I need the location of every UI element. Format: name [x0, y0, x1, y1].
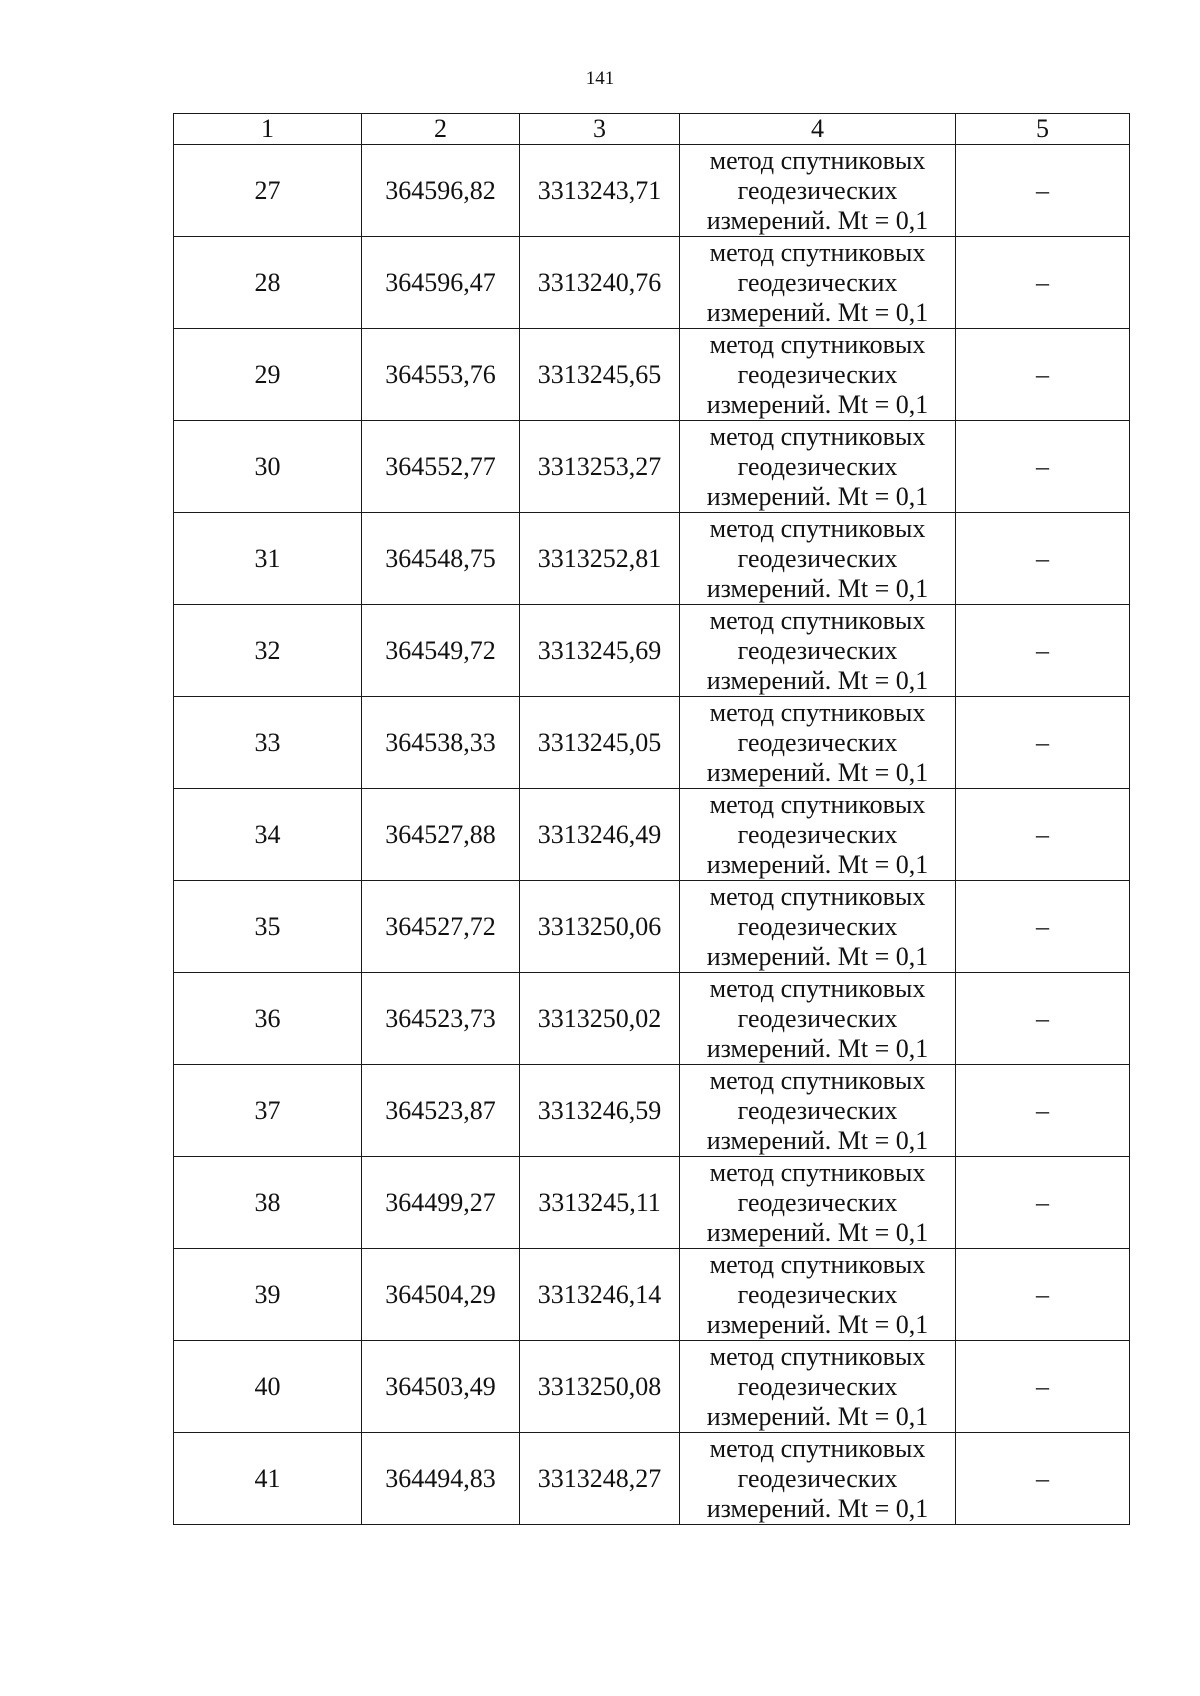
x-coordinate-cell: 364596,82 — [362, 145, 520, 237]
table-row — [174, 605, 1130, 697]
point-number-cell: 33 — [174, 697, 362, 789]
y-coordinate-cell: 3313252,81 — [520, 513, 680, 605]
x-coordinate-cell: 364549,72 — [362, 605, 520, 697]
note-cell: – — [956, 329, 1130, 421]
coordinates-table — [173, 113, 1130, 1525]
note-cell: – — [956, 605, 1130, 697]
point-number-cell: 37 — [174, 1065, 362, 1157]
table-row — [174, 1433, 1130, 1525]
note-cell: – — [956, 237, 1130, 329]
point-number-cell: 34 — [174, 789, 362, 881]
y-coordinate-cell: 3313245,69 — [520, 605, 680, 697]
page-number: 141 — [585, 68, 615, 89]
y-coordinate-cell: 3313243,71 — [520, 145, 680, 237]
table-row — [174, 513, 1130, 605]
header-col-4: 4 — [680, 114, 956, 145]
point-number-cell: 35 — [174, 881, 362, 973]
method-cell: метод спутниковых геодезических измерений. Mt = 0,1 — [680, 697, 956, 789]
x-coordinate-cell: 364552,77 — [362, 421, 520, 513]
y-coordinate-cell: 3313250,06 — [520, 881, 680, 973]
point-number-cell: 28 — [174, 237, 362, 329]
x-coordinate-cell: 364504,29 — [362, 1249, 520, 1341]
method-cell: метод спутниковых геодезических измерений. Mt = 0,1 — [680, 1341, 956, 1433]
x-coordinate-cell: 364503,49 — [362, 1341, 520, 1433]
method-cell: метод спутниковых геодезических измерений. Mt = 0,1 — [680, 237, 956, 329]
note-cell: – — [956, 973, 1130, 1065]
method-cell: метод спутниковых геодезических измерений. Mt = 0,1 — [680, 1249, 956, 1341]
note-cell: – — [956, 1065, 1130, 1157]
header-col-1: 1 — [174, 114, 362, 145]
method-cell: метод спутниковых геодезических измерений. Mt = 0,1 — [680, 1433, 956, 1525]
table-body — [174, 145, 1130, 1525]
method-cell: метод спутниковых геодезических измерений. Mt = 0,1 — [680, 513, 956, 605]
note-cell: – — [956, 1433, 1130, 1525]
note-cell: – — [956, 1341, 1130, 1433]
method-cell: метод спутниковых геодезических измерений. Mt = 0,1 — [680, 789, 956, 881]
y-coordinate-cell: 3313246,14 — [520, 1249, 680, 1341]
y-coordinate-cell: 3313245,05 — [520, 697, 680, 789]
x-coordinate-cell: 364527,88 — [362, 789, 520, 881]
point-number-cell: 31 — [174, 513, 362, 605]
note-cell: – — [956, 789, 1130, 881]
y-coordinate-cell: 3313246,49 — [520, 789, 680, 881]
x-coordinate-cell: 364553,76 — [362, 329, 520, 421]
point-number-cell: 38 — [174, 1157, 362, 1249]
x-coordinate-cell: 364538,33 — [362, 697, 520, 789]
point-number-cell: 30 — [174, 421, 362, 513]
point-number-cell: 27 — [174, 145, 362, 237]
header-col-2: 2 — [362, 114, 520, 145]
y-coordinate-cell: 3313250,08 — [520, 1341, 680, 1433]
y-coordinate-cell: 3313240,76 — [520, 237, 680, 329]
table-row — [174, 1341, 1130, 1433]
point-number-cell: 32 — [174, 605, 362, 697]
x-coordinate-cell: 364596,47 — [362, 237, 520, 329]
method-cell: метод спутниковых геодезических измерений. Mt = 0,1 — [680, 881, 956, 973]
table-row — [174, 1249, 1130, 1341]
note-cell: – — [956, 1249, 1130, 1341]
y-coordinate-cell: 3313248,27 — [520, 1433, 680, 1525]
y-coordinate-cell: 3313246,59 — [520, 1065, 680, 1157]
method-cell: метод спутниковых геодезических измерений. Mt = 0,1 — [680, 605, 956, 697]
table-row — [174, 697, 1130, 789]
note-cell: – — [956, 513, 1130, 605]
method-cell: метод спутниковых геодезических измерений. Mt = 0,1 — [680, 973, 956, 1065]
table-header-row — [174, 114, 1130, 145]
note-cell: – — [956, 697, 1130, 789]
header-col-3: 3 — [520, 114, 680, 145]
y-coordinate-cell: 3313250,02 — [520, 973, 680, 1065]
table-row — [174, 329, 1130, 421]
x-coordinate-cell: 364548,75 — [362, 513, 520, 605]
point-number-cell: 36 — [174, 973, 362, 1065]
note-cell: – — [956, 881, 1130, 973]
table-row — [174, 237, 1130, 329]
y-coordinate-cell: 3313245,65 — [520, 329, 680, 421]
note-cell: – — [956, 145, 1130, 237]
point-number-cell: 41 — [174, 1433, 362, 1525]
x-coordinate-cell: 364494,83 — [362, 1433, 520, 1525]
table-row — [174, 789, 1130, 881]
method-cell: метод спутниковых геодезических измерений. Mt = 0,1 — [680, 1065, 956, 1157]
x-coordinate-cell: 364523,87 — [362, 1065, 520, 1157]
y-coordinate-cell: 3313245,11 — [520, 1157, 680, 1249]
table-row — [174, 421, 1130, 513]
x-coordinate-cell: 364523,73 — [362, 973, 520, 1065]
x-coordinate-cell: 364499,27 — [362, 1157, 520, 1249]
point-number-cell: 29 — [174, 329, 362, 421]
method-cell: метод спутниковых геодезических измерений. Mt = 0,1 — [680, 329, 956, 421]
table-row — [174, 1157, 1130, 1249]
table-row — [174, 881, 1130, 973]
point-number-cell: 40 — [174, 1341, 362, 1433]
table-row — [174, 973, 1130, 1065]
table-row — [174, 1065, 1130, 1157]
method-cell: метод спутниковых геодезических измерений. Mt = 0,1 — [680, 1157, 956, 1249]
method-cell: метод спутниковых геодезических измерений. Mt = 0,1 — [680, 421, 956, 513]
y-coordinate-cell: 3313253,27 — [520, 421, 680, 513]
method-cell: метод спутниковых геодезических измерений. Mt = 0,1 — [680, 145, 956, 237]
table-row — [174, 145, 1130, 237]
point-number-cell: 39 — [174, 1249, 362, 1341]
x-coordinate-cell: 364527,72 — [362, 881, 520, 973]
note-cell: – — [956, 1157, 1130, 1249]
note-cell: – — [956, 421, 1130, 513]
header-col-5: 5 — [956, 114, 1130, 145]
